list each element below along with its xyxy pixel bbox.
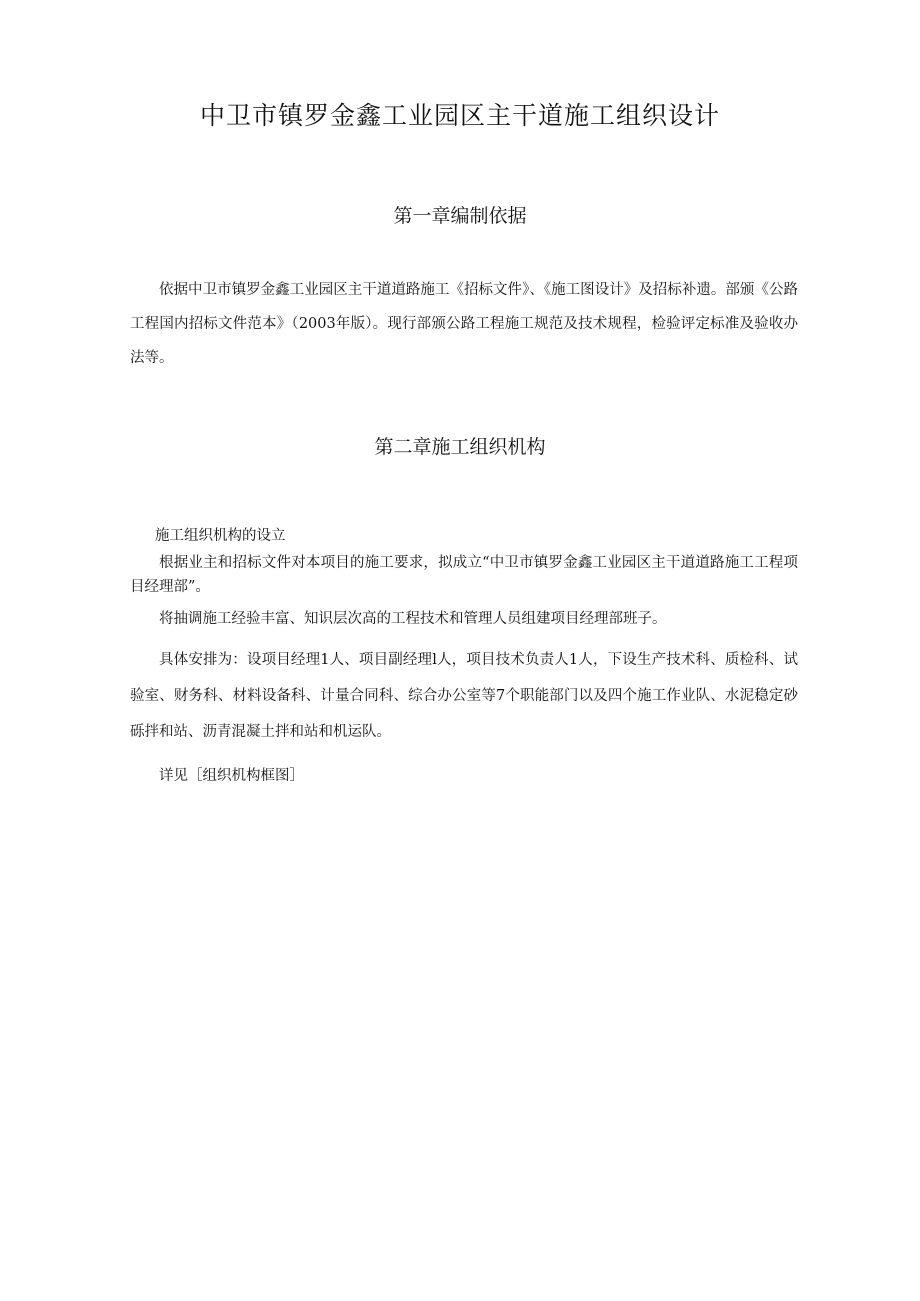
paragraph-establish-department: 根据业主和招标文件对本项目的施工要求，拟成立“中卫市镇罗金鑫工业园区主干道道路施工工程项目经理部”。 <box>130 555 798 595</box>
chapter-1-paragraph: 依据中卫市镇罗金鑫工业园区主干道道路施工《招标文件》、《施工图设计》及招标补遗。部颁《公路工程国内招标文件范本》（2003年版）。现行部颁公路工程施工规范及技术规程，检验评定标准及验收办法等。 <box>130 282 798 366</box>
document-title: 中卫市镇罗金鑫工业园区主干道施工组织设计 <box>199 101 720 130</box>
chapter-1-title: 第一章编制依据 <box>393 205 527 227</box>
section-heading-organization: 施工组织机构的设立 <box>155 528 286 544</box>
paragraph-staffing: 将抽调施工经验丰富、知识层次高的工程技术和管理人员组建项目经理部班子。 <box>159 611 667 627</box>
chapter-2-title: 第二章施工组织机构 <box>374 436 546 458</box>
paragraph-see-chart: 详见［组织机构框图］ <box>159 768 304 784</box>
paragraph-arrangement: 具体安排为：设项目经理1人、项目副经理l人，项目技术负责人1人，下设生产技术科、质检科、试验室、财务科、材料设备科、计量合同科、综合办公室等7个职能部门以及四个施工作业队、水泥稳定砂砾拌和站、沥青混凝土拌和站和机运队。 <box>130 652 798 740</box>
